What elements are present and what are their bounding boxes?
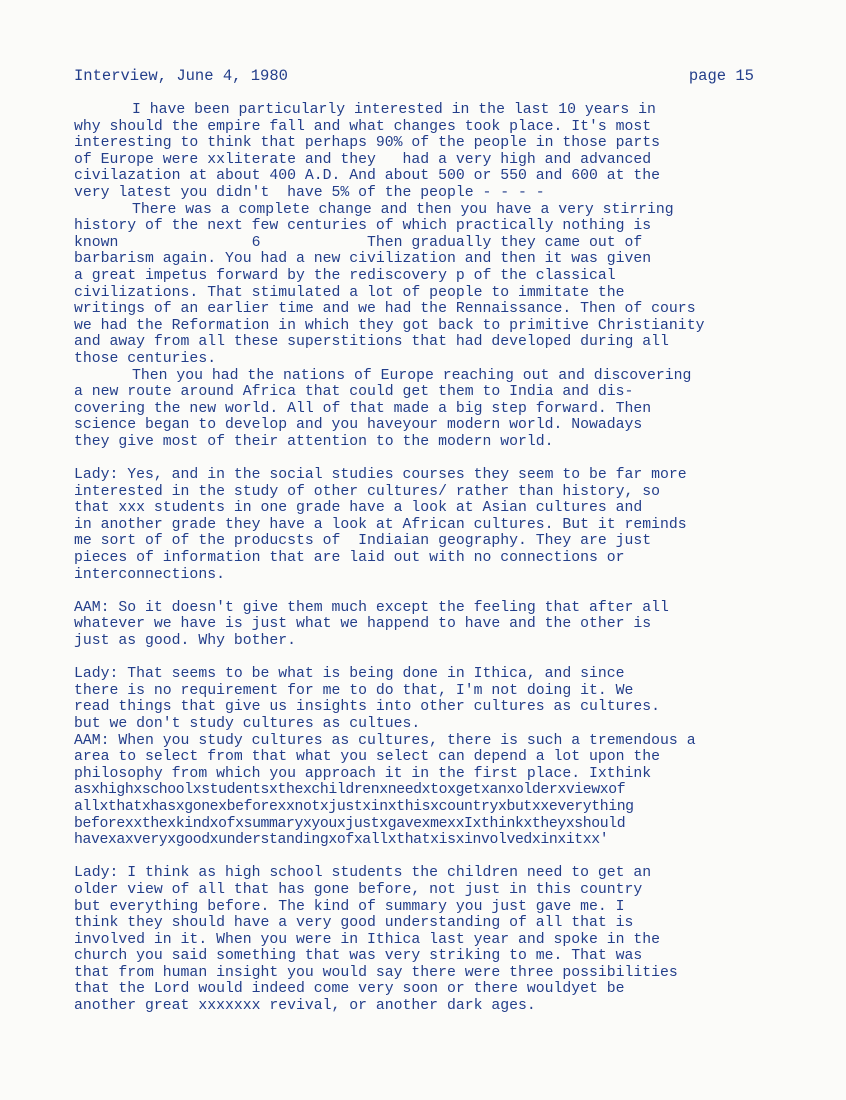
text-line: why should the empire fall and what changes took place. It's most: [74, 118, 652, 135]
interview-date-heading: Interview, June 4, 1980: [74, 67, 288, 85]
text-line: very latest you didn't have 5% of the people - - - -: [74, 184, 545, 201]
text-line: that from human insight you would say there were three possibilities: [74, 964, 678, 981]
text-line: philosophy from which you approach it in the first place. Ixthink: [74, 765, 652, 782]
text-line: think they should have a very good understanding of all that is: [74, 915, 634, 932]
struck-out-line: havexaxveryxgoodxunderstandingxofxallxthatxisxinvolvedxinxitxx': [74, 832, 609, 849]
struck-out-line: allxthatxhasxgonexbeforexxnotxjustxinxthisxcountryxbutxxeverything: [74, 798, 634, 815]
text-line: AAM: When you study cultures as cultures, there is such a tremendous a: [74, 732, 696, 749]
text-line: that xxx students in one grade have a look at Asian cultures and: [74, 500, 643, 517]
blank-line: [74, 450, 834, 467]
text-line: older view of all that has gone before, not just in this country: [74, 881, 643, 898]
text-line: Lady: Yes, and in the social studies courses they seem to be far more: [74, 467, 687, 484]
text-line: in another grade they have a look at African cultures. But it reminds: [74, 516, 687, 533]
text-line: a new route around Africa that could get them to India and dis-: [74, 384, 634, 401]
text-line: that the Lord would indeed come very soon or there wouldyet be: [74, 981, 625, 998]
struck-out-line: asxhighxschoolxstudentsxthexchildrenxneedxtoxgetxanxolderxviewxof: [74, 782, 626, 799]
text-line: history of the next few centuries of which practically nothing is: [74, 218, 652, 235]
text-line: of Europe were xxliterate and they had a very high and advanced: [74, 151, 652, 168]
text-line: read things that give us insights into other cultures as cultures.: [74, 699, 661, 716]
text-line: known 6 Then gradually they came out of: [74, 234, 643, 251]
text-line: interconnections.: [74, 566, 225, 583]
text-line: science began to develop and you haveyour modern world. Nowadays: [74, 417, 643, 434]
text-line: There was a complete change and then you have a very stirring: [132, 201, 674, 218]
page-number: page 15: [688, 67, 754, 85]
text-line: but we don't study cultures as cultues.: [74, 715, 421, 732]
text-line: a great impetus forward by the rediscovery p of the classical: [74, 267, 616, 284]
text-line: whatever we have is just what we happend to have and the other is: [74, 616, 652, 633]
text-line: civilazation at about 400 A.D. And about 500 or 550 and 600 at the: [74, 168, 661, 185]
text-line: barbarism again. You had a new civilization and then it was given: [74, 251, 652, 268]
text-line: Lady: I think as high school students the children need to get an: [74, 865, 652, 882]
text-line: there is no requirement for me to do that, I'm not doing it. We: [74, 682, 634, 699]
text-line: area to select from that what you select can depend a lot upon the: [74, 749, 661, 766]
text-line: covering the new world. All of that made a big step forward. Then: [74, 400, 652, 417]
text-line: AAM: So it doesn't give them much except the feeling that after all: [74, 599, 669, 616]
transcript-body: [74, 102, 834, 1015]
text-line: those centuries.: [74, 350, 217, 367]
text-line: we had the Reformation in which they got back to primitive Christianity: [74, 317, 705, 334]
blank-line: [74, 849, 834, 866]
text-line: I have been particularly interested in the last 10 years in: [132, 102, 656, 118]
text-line: and away from all these superstitions that had developed during all: [74, 334, 669, 351]
text-line: just as good. Why bother.: [74, 633, 296, 649]
text-line: civilizations. That stimulated a lot of people to immitate the: [74, 284, 625, 301]
text-line: but everything before. The kind of summary you just gave me. I: [74, 898, 625, 915]
blank-line: [74, 650, 834, 667]
text-line: they give most of their attention to the modern world.: [74, 433, 554, 450]
text-line: Lady: That seems to be what is being done in Ithica, and since: [74, 666, 625, 683]
text-line: pieces of information that are laid out with no connections or: [74, 550, 625, 567]
blank-line: [74, 583, 834, 600]
text-line: interesting to think that perhaps 90% of the people in those parts: [74, 135, 661, 152]
page-header: [74, 66, 754, 86]
text-line: me sort of of the producsts of Indiaian geography. They are just: [74, 533, 652, 550]
text-line: writings of an earlier time and we had the Rennaissance. Then of cours: [74, 301, 696, 318]
text-line: involved in it. When you were in Ithica last year and spoke in the: [74, 931, 661, 948]
text-line: church you said something that was very striking to me. That was: [74, 948, 643, 965]
text-line: Then you had the nations of Europe reaching out and discovering: [132, 367, 692, 384]
text-line: another great xxxxxxx revival, or another dark ages.: [74, 998, 536, 1015]
struck-out-line: beforexxthexkindxofxsummaryxyouxjustxgavexmexxIxthinkxtheyxshould: [74, 815, 626, 832]
text-line: interested in the study of other cultures/ rather than history, so: [74, 483, 661, 500]
